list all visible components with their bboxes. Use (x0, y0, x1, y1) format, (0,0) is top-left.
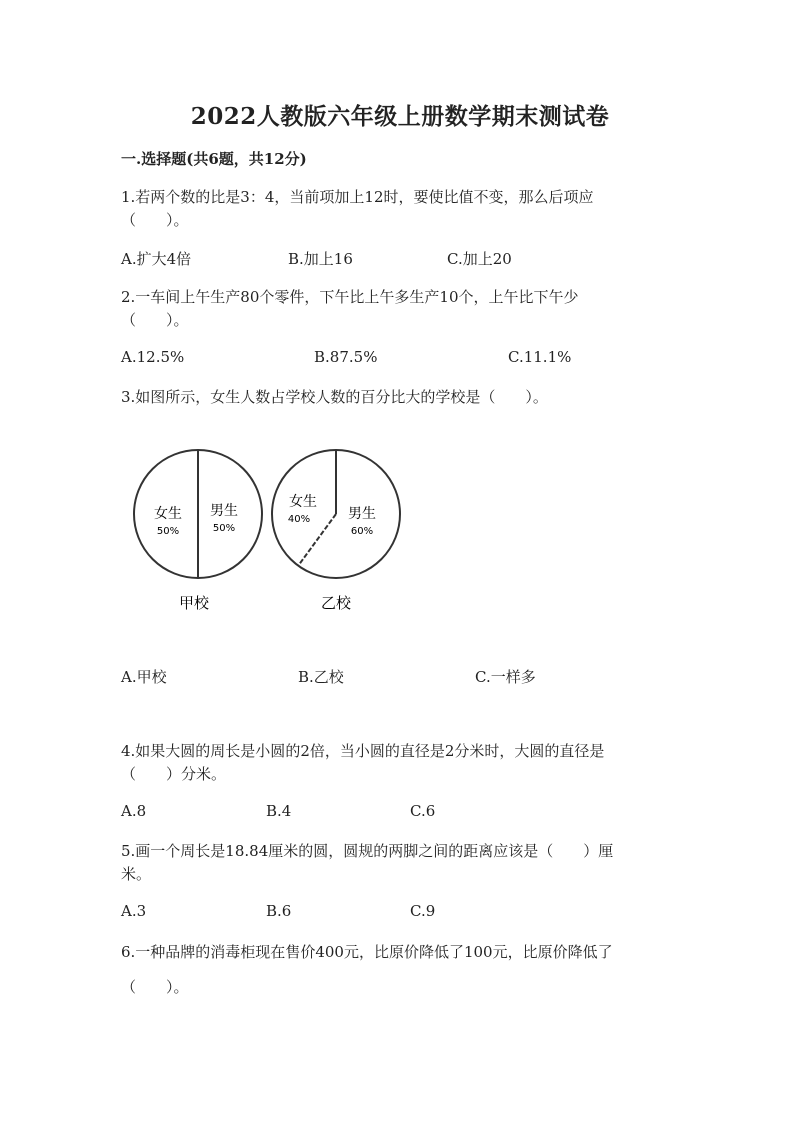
question-4 (121, 740, 604, 786)
question-2-text-cont: （ ）。 (121, 311, 189, 329)
question-4-text-cont: （ ）分米。 (121, 765, 227, 783)
pie-figure (120, 440, 420, 620)
school-b-girls-pct: 40% (287, 514, 311, 525)
question-5-option-c: C.9 (410, 902, 436, 920)
school-a-boys-pct: 50% (212, 523, 236, 534)
question-5-text: 5.画一个周长是18.84厘米的圆，圆规的两脚之间的距离应该是（ ）厘 (121, 842, 614, 860)
question-1-option-a: A.扩大4倍 (121, 250, 192, 268)
school-b-girls-label: 女生 (289, 494, 317, 510)
question-6-text: 6.一种品牌的消毒柜现在售价400元，比原价降低了100元，比原价降低了 (121, 943, 613, 961)
page-title: 2022人教版六年级上册数学期末测试卷 (190, 103, 610, 130)
question-2 (121, 286, 579, 332)
question-5-option-b: B.6 (266, 902, 292, 920)
school-b-pie (272, 450, 400, 612)
question-3-option-c: C.一样多 (475, 668, 536, 686)
question-1-option-b: B.加上16 (288, 250, 353, 268)
question-6 (121, 941, 613, 964)
question-5-text-cont: 米。 (121, 865, 152, 883)
question-3 (121, 386, 548, 409)
question-1-text-cont: （ ）。 (121, 211, 189, 229)
question-4-option-c: C.6 (410, 802, 436, 820)
school-a-girls-label: 女生 (154, 506, 182, 522)
question-3-option-b: B.乙校 (298, 668, 344, 686)
school-a-boys-label: 男生 (210, 503, 238, 519)
question-1-text: 1.若两个数的比是3：4，当前项加上12时，要使比值不变，那么后项应 (121, 188, 594, 206)
school-b-boys-pct: 60% (350, 526, 374, 537)
question-3-text: 3.如图所示，女生人数占学校人数的百分比大的学校是（ ）。 (121, 388, 548, 406)
school-b-name: 乙校 (320, 594, 352, 612)
question-5 (121, 840, 613, 886)
question-1-option-c: C.加上20 (447, 250, 512, 268)
question-2-option-a: A.12.5% (121, 348, 185, 366)
question-6-text-cont: （ ）。 (121, 978, 189, 996)
school-a-pie (134, 450, 262, 612)
question-3-option-a: A.甲校 (121, 668, 167, 686)
question-4-text: 4.如果大圆的周长是小圆的2倍，当小圆的直径是2分米时，大圆的直径是 (121, 742, 605, 760)
section-heading: 一.选择题(共6题，共12分) (121, 150, 307, 168)
school-a-girls-pct: 50% (156, 526, 180, 537)
question-5-option-a: A.3 (121, 902, 147, 920)
question-2-option-c: C.11.1% (508, 348, 572, 366)
question-4-option-a: A.8 (121, 802, 147, 820)
question-2-text: 2.一车间上午生产80个零件，下午比上午多生产10个，上午比下午少 (121, 288, 579, 306)
question-4-option-b: B.4 (266, 802, 292, 820)
school-b-boys-label: 男生 (348, 506, 376, 522)
question-2-option-b: B.87.5% (314, 348, 378, 366)
question-1 (121, 186, 594, 232)
school-a-name: 甲校 (178, 594, 210, 612)
